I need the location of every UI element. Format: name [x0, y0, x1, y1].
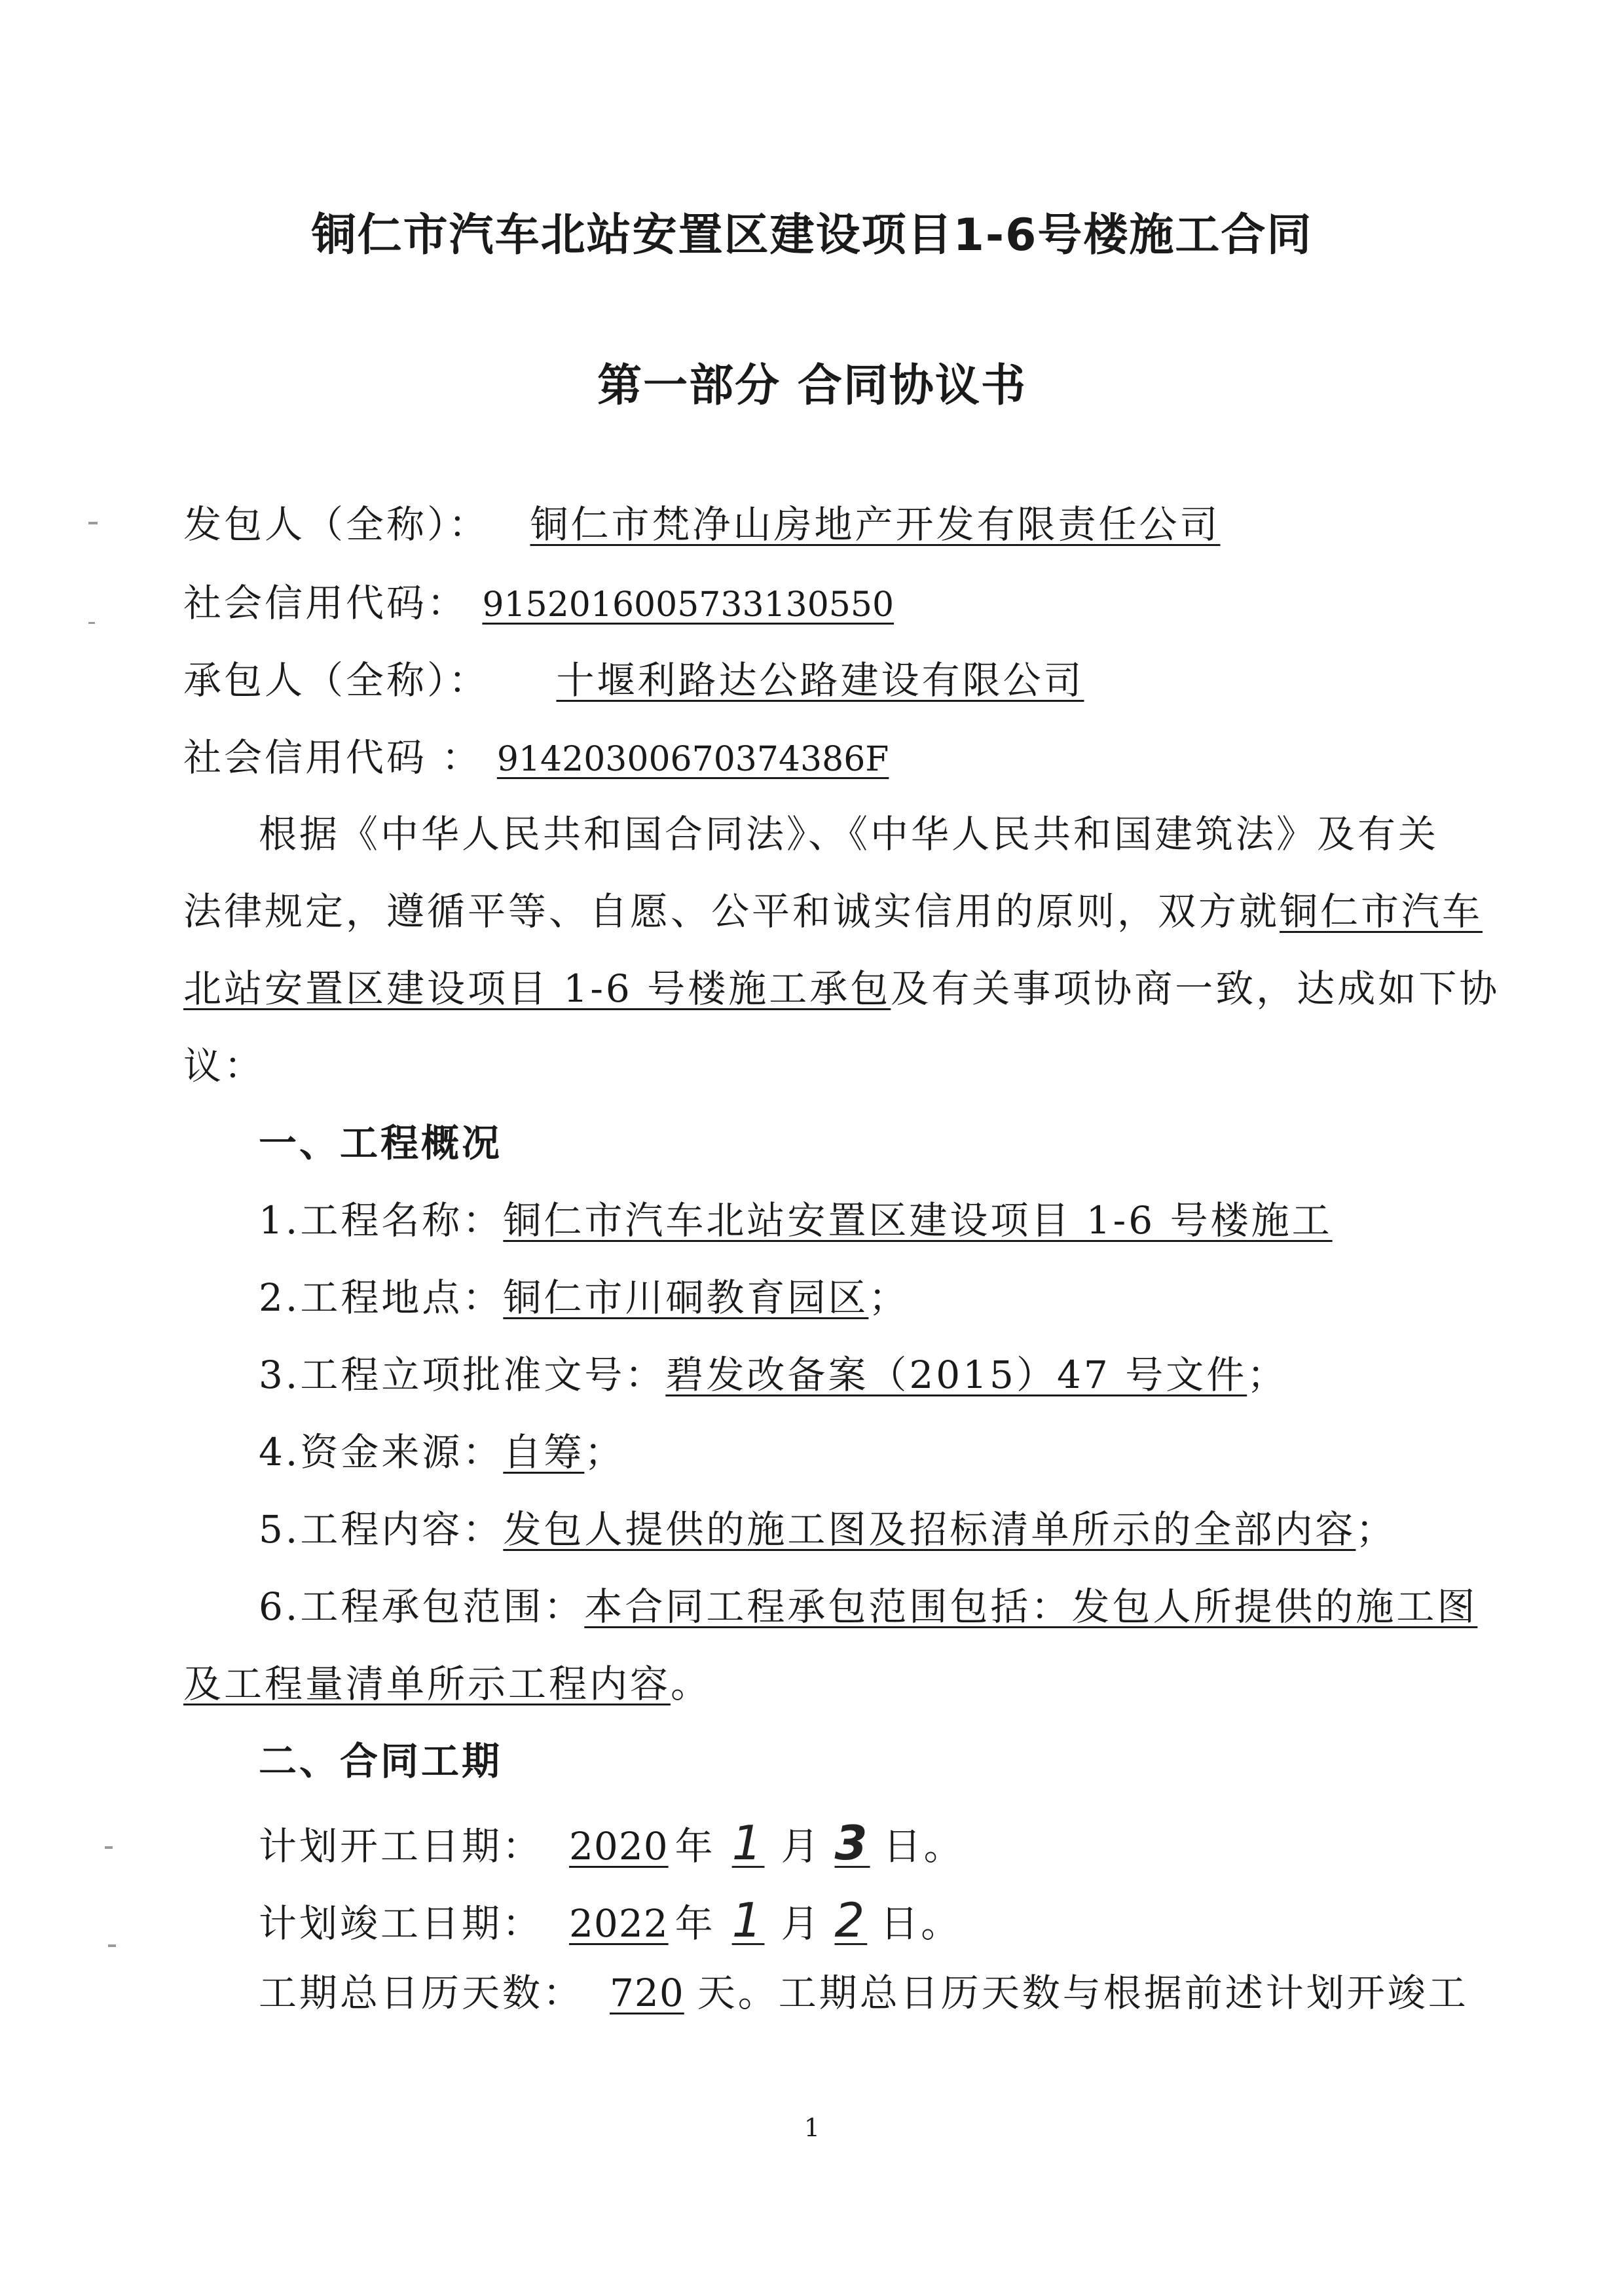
item-2-label: 2.工程地点： [259, 1275, 504, 1320]
start-year: 2020 [569, 1824, 669, 1868]
item-5-end: ； [1356, 1507, 1397, 1552]
item-6-end: 。 [671, 1662, 712, 1706]
total-duration [259, 1971, 1469, 2015]
section-2-heading: 二、合同工期 [259, 1739, 503, 1783]
item-4 [259, 1430, 625, 1474]
document-title: 铜仁市汽车北站安置区建设项目1-6号楼施工合同 [311, 210, 1313, 261]
start-month: 1 [731, 1815, 765, 1870]
start-day-char: 日。 [883, 1824, 965, 1868]
item-4-value: 自筹 [503, 1430, 585, 1474]
total-days: 720 [610, 1971, 684, 2015]
start-day: 3 [834, 1815, 870, 1870]
item-2-end: ； [868, 1275, 910, 1320]
planned-end-date [259, 1893, 962, 1948]
contractor-code-line [183, 735, 889, 780]
contractor-code-label: 社会信用代码 ： [183, 735, 483, 780]
end-year-char: 年 [674, 1901, 716, 1946]
employer-code-label: 社会信用代码： [183, 581, 468, 625]
total-rest: 天。工期总日历天数与根据前述计划开竣工 [697, 1971, 1469, 2015]
item-1-value: 铜仁市汽车北站安置区建设项目 1-6 号楼施工 [503, 1198, 1333, 1243]
scan-speck [88, 622, 95, 624]
item-3-value: 碧发改备案（2015）47 号文件 [665, 1353, 1247, 1397]
item-2-value: 铜仁市川硐教育园区 [503, 1275, 869, 1320]
start-year-char: 年 [674, 1824, 716, 1868]
contractor-name: 十堰利路达公路建设有限公司 [556, 658, 1084, 702]
end-year: 2022 [569, 1901, 669, 1946]
end-day: 2 [834, 1893, 868, 1948]
item-5-label: 5.工程内容： [259, 1507, 504, 1552]
document-subtitle: 第一部分 合同协议书 [597, 360, 1027, 412]
employer-code: 915201600573313055​0 [482, 585, 895, 625]
intro-line-3 [183, 966, 1500, 1011]
employer-label: 发包人（全称）： [183, 502, 490, 547]
contractor-label: 承包人（全称）： [183, 658, 490, 702]
intro-line-3-text: 及有关事项协商一致，达成如下协 [891, 966, 1500, 1011]
contractor-line [183, 658, 1280, 702]
scan-speck [108, 1944, 116, 1947]
planned-start-date [259, 1815, 965, 1870]
project-name-underlined-2: 北站安置区建设项目 1-6 号楼施工承包 [183, 966, 891, 1011]
scan-speck [105, 1846, 113, 1849]
scan-speck [88, 522, 98, 524]
item-6-label: 6.工程承包范围： [259, 1584, 585, 1629]
employer-code-line [183, 581, 895, 625]
item-5-value: 发包人提供的施工图及招标清单所示的全部内容 [503, 1507, 1356, 1552]
section-1-heading: 一、工程概况 [259, 1121, 503, 1165]
contractor-code: 91420300670374386F [496, 740, 889, 779]
total-label: 工期总日历天数： [259, 1971, 584, 2015]
item-6-cont-value: 及工程量清单所示工程内容 [183, 1662, 671, 1706]
item-3-end: ； [1247, 1353, 1288, 1397]
end-month-char: 月 [781, 1901, 822, 1946]
page-number: 1 [803, 2113, 821, 2142]
item-4-end: ； [584, 1430, 625, 1474]
item-4-label: 4.资金来源： [259, 1430, 504, 1474]
item-6-value: 本合同工程承包范围包括：发包人所提供的施工图 [584, 1584, 1478, 1629]
item-1 [259, 1198, 1333, 1243]
project-name-underlined-1: 铜仁市汽车 [1280, 889, 1483, 934]
item-3-label: 3.工程立项批准文号： [259, 1353, 666, 1397]
intro-line-2-text: 法律规定，遵循平等、自愿、公平和诚实信用的原则，双方就 [183, 889, 1280, 934]
end-month: 1 [731, 1893, 765, 1948]
item-2 [259, 1275, 910, 1320]
item-6-continued [183, 1662, 712, 1706]
employer-name: 铜仁市梵净山房地产开发有限责任公司 [530, 502, 1221, 547]
intro-line-2 [183, 889, 1483, 934]
employer-line [183, 502, 1279, 547]
item-1-label: 1.工程名称： [259, 1198, 504, 1243]
start-label: 计划开工日期： [259, 1824, 544, 1868]
intro-line-1: 根据《中华人民共和国合同法》、《中华人民共和国建筑法》及有关 [259, 812, 1439, 856]
item-5 [259, 1507, 1397, 1552]
start-month-char: 月 [781, 1824, 822, 1868]
item-3 [259, 1353, 1288, 1397]
intro-line-4: 议： [183, 1044, 265, 1088]
end-day-char: 日。 [880, 1901, 962, 1946]
item-6 [259, 1584, 1478, 1629]
end-label: 计划竣工日期： [259, 1901, 544, 1946]
